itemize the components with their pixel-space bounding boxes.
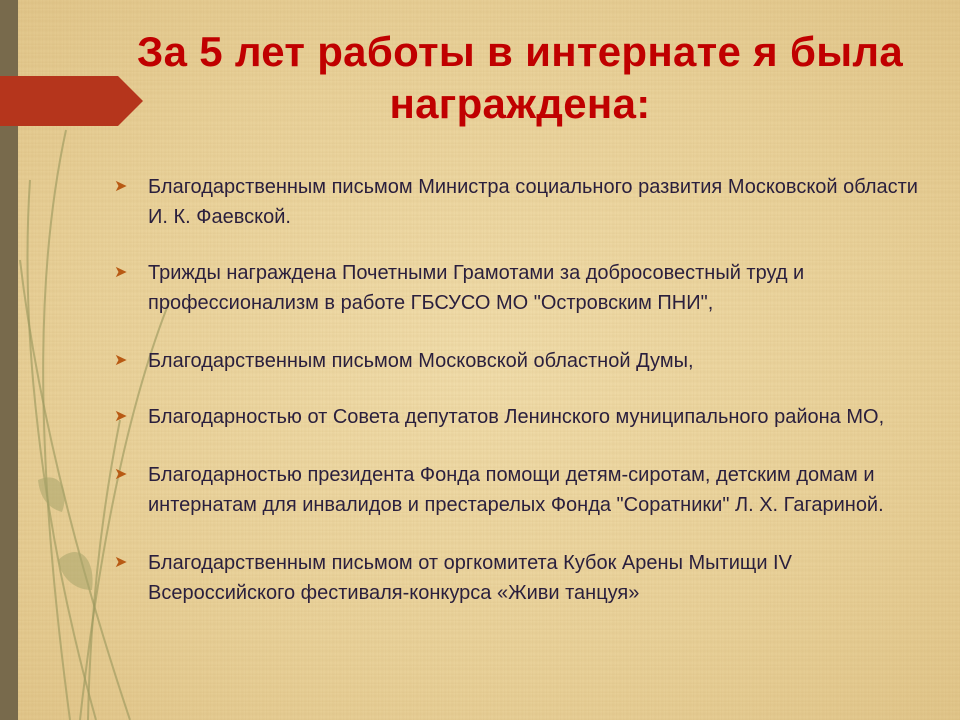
list-item — [112, 548, 932, 608]
list-item — [112, 172, 932, 232]
slide-title: За 5 лет работы в интернате я была награждена: — [136, 28, 903, 127]
list-item — [112, 258, 932, 318]
arrowhead-bullet-icon: ➤ — [114, 178, 128, 195]
list-item — [112, 346, 932, 376]
list-item-text: Благодарственным письмом Министра социального развития Московской области И. К. Фаевской. — [148, 176, 918, 228]
awards-list — [112, 172, 932, 608]
arrowhead-bullet-icon: ➤ — [114, 554, 128, 571]
list-item-text: Благодарностью от Совета депутатов Ленинского муниципального района МО, — [148, 406, 885, 428]
list-item-text: Благодарственным письмом Московской областной Думы, — [148, 350, 694, 372]
arrowhead-bullet-icon: ➤ — [114, 408, 128, 425]
list-item — [112, 460, 932, 520]
arrowhead-bullet-icon: ➤ — [114, 352, 128, 369]
arrowhead-bullet-icon: ➤ — [114, 466, 128, 483]
list-item — [112, 402, 932, 432]
list-item-text: Благодарственным письмом от оргкомитета Кубок Арены Мытищи IV Всероссийского фестиваля-конкурса «Живи танцуя» — [148, 552, 792, 604]
arrowhead-bullet-icon: ➤ — [114, 264, 128, 281]
list-item-text: Благодарностью президента Фонда помощи детям-сиротам, детским домам и интернатам для инвалидов и престарелых Фонда "Соратники" Л. Х. Гагариной. — [148, 464, 884, 516]
list-item-text: Трижды награждена Почетными Грамотами за добросовестный труд и профессионализм в работе ГБСУСО МО "Островским ПНИ", — [148, 262, 805, 314]
